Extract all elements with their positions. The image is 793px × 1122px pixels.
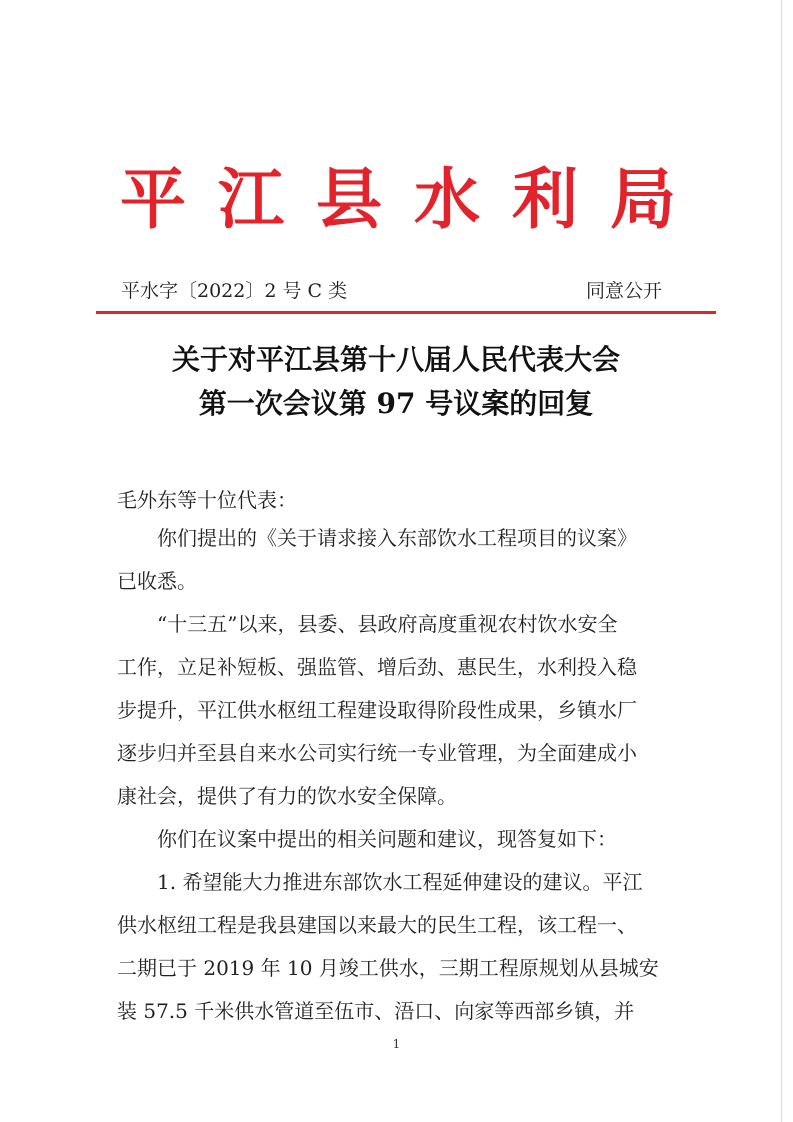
agency-char: 江 (218, 159, 284, 238)
body-text (117, 517, 687, 1033)
title-line-1: 关于对平江县第十八届人民代表大会 (171, 343, 620, 376)
agency-char: 县 (316, 159, 382, 238)
body-line: 步提升，平江供水枢纽工程建设取得阶段性成果，乡镇水厂 (117, 698, 637, 722)
body-line: 1. 希望能大力推进东部饮水工程延伸建设的建议。平江 (117, 870, 643, 894)
body-line: 装 57.5 千米供水管道至伍市、浯口、向家等西部乡镇，并 (117, 999, 635, 1023)
agency-char: 利 (512, 159, 578, 238)
body-line: 你们在议案中提出的相关问题和建议，现答复如下： (117, 827, 617, 851)
document-number: 平水字〔2022〕2 号 C 类 (121, 280, 348, 302)
body-line: 已收悉。 (117, 569, 197, 593)
agency-char: 局 (610, 159, 676, 238)
agency-char: 平 (120, 159, 186, 238)
body-line: 康社会，提供了有力的饮水安全保障。 (117, 784, 457, 808)
body-line: 你们提出的《关于请求接入东部饮水工程项目的议案》 (117, 526, 637, 550)
title-line-2: 第一次会议第 97 号议案的回复 (198, 387, 594, 420)
body-line: “十三五”以来，县委、县政府高度重视农村饮水安全 (117, 612, 618, 636)
salutation: 毛外东等十位代表： (117, 488, 297, 512)
page-edge-line (781, 0, 782, 1122)
body-line: 逐步归并至县自来水公司实行统一专业管理，为全面建成小 (117, 741, 637, 765)
disclosure-status: 同意公开 (586, 280, 663, 302)
page-number: 1 (392, 1037, 401, 1051)
document-title (96, 338, 696, 426)
body-line: 二期已于 2019 年 10 月竣工供水，三期工程原规划从县城安 (117, 956, 659, 980)
body-line: 工作，立足补短板、强监管、增后劲、惠民生，水利投入稳 (117, 655, 637, 679)
agency-name (118, 148, 678, 238)
agency-char: 水 (414, 159, 480, 238)
header-divider (96, 311, 716, 314)
body-line: 供水枢纽工程是我县建国以来最大的民生工程，该工程一、 (117, 913, 637, 937)
